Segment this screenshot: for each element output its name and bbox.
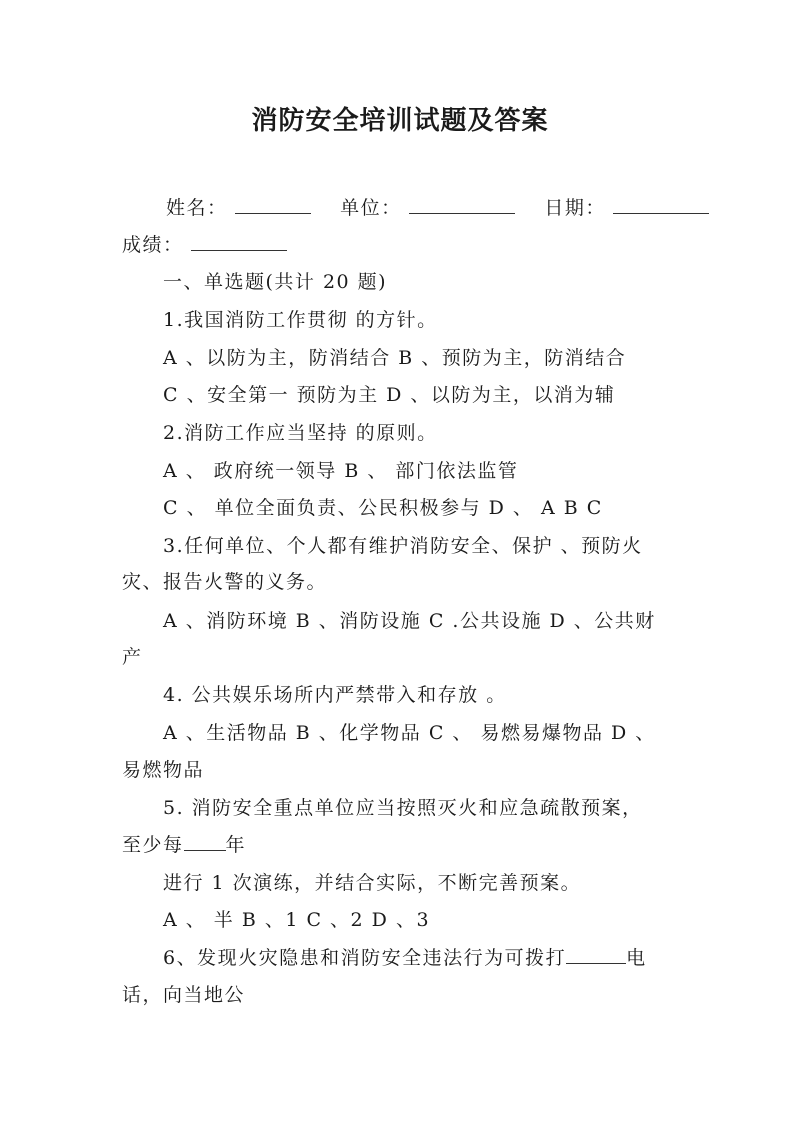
question-5-blank [184,832,226,851]
question-3-cont: 灾、报告火警的义务。 [122,571,328,593]
question-6-cont: 话，向当地公 [122,984,246,1006]
question-3-options: A 、消防环境 B 、消防设施 C .公共设施 D 、公共财 [163,610,656,632]
question-1-options-ab: A 、以防为主，防消结合 B 、预防为主，防消结合 [163,347,627,369]
score-blank [191,232,287,251]
question-5-cont-tail: 年 [225,834,247,856]
question-6 [163,943,647,970]
name-blank [235,195,311,214]
question-5-cont [122,830,246,857]
question-5-options: A 、 半 B 、1 C 、2 D 、3 [163,909,431,931]
document-title: 消防安全培训试题及答案 [251,106,549,136]
name-label: 姓名： [166,197,228,219]
date-label: 日期： [544,197,606,219]
question-3: 3.任何单位、个人都有维护消防安全、保护 、预防火 [163,535,643,557]
unit-blank [409,195,515,214]
question-1: 1.我国消防工作贯彻 的方针。 [163,309,438,331]
question-3-options-cont: 产 [122,646,143,668]
question-5-cont-text: 至少每 [122,834,184,856]
question-1-options-cd: C 、安全第一 预防为主 D 、以防为主，以消为辅 [163,384,616,406]
question-2: 2.消防工作应当坚持 的原则。 [163,422,438,444]
question-6-blank [566,945,626,964]
question-4: 4. 公共娱乐场所内严禁带入和存放 。 [163,684,507,706]
unit-label: 单位： [340,197,402,219]
score-label: 成绩： [122,234,184,256]
question-4-options-cont: 易燃物品 [122,759,205,781]
question-5: 5. 消防安全重点单位应当按照灭火和应急疏散预案， [163,797,643,819]
section-heading: 一、单选题(共计 20 题) [163,271,388,293]
question-2-options-cd: C 、 单位全面负责、公民积极参与 D 、 A B C [163,497,603,519]
question-2-options-ab: A 、 政府统一领导 B 、 部门依法监管 [163,460,519,482]
question-4-options: A 、生活物品 B 、化学物品 C 、 易燃易爆物品 D 、 [163,722,656,744]
header-row [166,193,709,220]
question-6-text: 6、发现火灾隐患和消防安全违法行为可拨打 [163,947,567,969]
date-blank [613,195,709,214]
score-row [122,230,287,257]
question-6-tail: 电 [626,947,647,969]
question-5-cont2: 进行 1 次演练，并结合实际，不断完善预案。 [163,872,582,894]
